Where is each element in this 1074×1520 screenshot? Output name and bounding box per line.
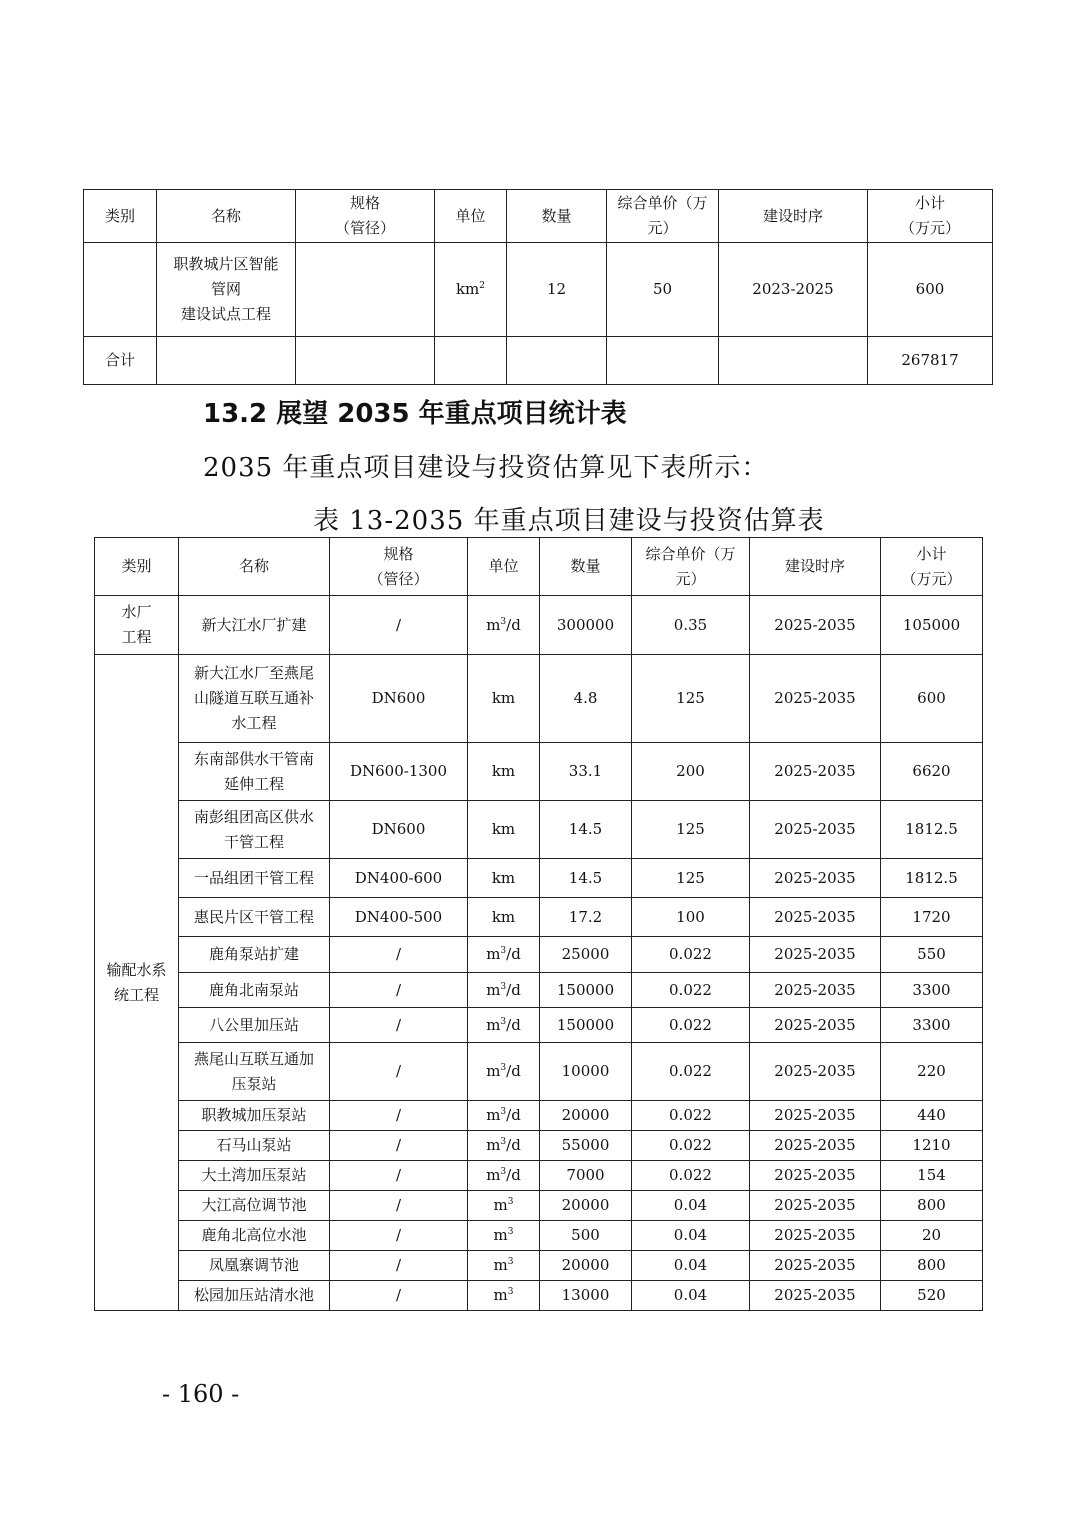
table-row — [95, 937, 983, 973]
cell-unit-price: 0.022 — [632, 1161, 750, 1191]
cell-unit: $m^3/d$ — [468, 937, 540, 973]
cell-quantity: 13000 — [540, 1281, 632, 1311]
cell-schedule: 2025-2035 — [750, 1101, 881, 1131]
header-subtotal: 小计 （万元） — [868, 190, 993, 243]
cell-subtotal: 800 — [881, 1191, 983, 1221]
cell-schedule: 2023-2025 — [719, 243, 868, 337]
cell-name: 燕尾山互联互通加 压泵站 — [179, 1043, 330, 1101]
header-subtotal: 小计 （万元） — [881, 538, 983, 596]
table-row — [95, 1221, 983, 1251]
table-row — [95, 898, 983, 937]
cell-schedule: 2025-2035 — [750, 1221, 881, 1251]
cell-unit: $m^3/d$ — [468, 1043, 540, 1101]
cell-quantity: 150000 — [540, 1008, 632, 1043]
cell-empty — [719, 337, 868, 385]
cell-name: 职教城片区智能 管网 建设试点工程 — [157, 243, 296, 337]
cell-unit-price: 0.04 — [632, 1281, 750, 1311]
cell-spec: / — [330, 1161, 468, 1191]
cell-unit-price: 200 — [632, 743, 750, 801]
cell-unit: $m^3/d$ — [468, 596, 540, 655]
intro-paragraph: 2035 年重点项目建设与投资估算见下表所示： — [203, 453, 769, 483]
cell-subtotal: 3300 — [881, 1008, 983, 1043]
cell-quantity: 33.1 — [540, 743, 632, 801]
cell-schedule: 2025-2035 — [750, 1191, 881, 1221]
cell-unit: km — [468, 801, 540, 859]
cell-spec: / — [330, 1251, 468, 1281]
cell-name: 东南部供水干管南 延伸工程 — [179, 743, 330, 801]
header-category: 类别 — [84, 190, 157, 243]
section-heading: 13.2 展望 2035 年重点项目统计表 — [203, 399, 627, 429]
cell-unit: km — [468, 859, 540, 898]
cell-subtotal: 6620 — [881, 743, 983, 801]
cell-quantity: 300000 — [540, 596, 632, 655]
table-row — [95, 1251, 983, 1281]
cell-schedule: 2025-2035 — [750, 596, 881, 655]
cell-unit-price: 0.022 — [632, 937, 750, 973]
table-header-row — [84, 190, 993, 243]
table-2035-projects — [94, 537, 983, 1311]
table-row — [95, 973, 983, 1008]
table-row — [95, 1131, 983, 1161]
cell-unit-price: 0.04 — [632, 1191, 750, 1221]
header-quantity: 数量 — [507, 190, 607, 243]
header-name: 名称 — [179, 538, 330, 596]
cell-name: 一品组团干管工程 — [179, 859, 330, 898]
cell-spec: / — [330, 1221, 468, 1251]
cell-quantity: 20000 — [540, 1101, 632, 1131]
cell-subtotal: 440 — [881, 1101, 983, 1131]
cell-unit-price: 0.04 — [632, 1221, 750, 1251]
cell-unit: $km^2$ — [435, 243, 507, 337]
cell-name: 新大江水厂至燕尾 山隧道互联互通补 水工程 — [179, 655, 330, 743]
cell-subtotal: 1720 — [881, 898, 983, 937]
cell-subtotal: 154 — [881, 1161, 983, 1191]
cell-name: 石马山泵站 — [179, 1131, 330, 1161]
cell-spec: DN400-500 — [330, 898, 468, 937]
header-unit-price: 综合单价（万 元） — [607, 190, 719, 243]
table-row — [95, 1161, 983, 1191]
table-row — [95, 655, 983, 743]
page-number: - 160 - — [162, 1380, 240, 1408]
cell-name: 大江高位调节池 — [179, 1191, 330, 1221]
cell-name: 鹿角泵站扩建 — [179, 937, 330, 973]
cell-quantity: 12 — [507, 243, 607, 337]
cell-spec: / — [330, 1131, 468, 1161]
table-row — [95, 801, 983, 859]
table-row — [95, 1191, 983, 1221]
cell-quantity: 20000 — [540, 1251, 632, 1281]
cell-unit-price: 50 — [607, 243, 719, 337]
cell-subtotal: 600 — [868, 243, 993, 337]
cell-quantity: 10000 — [540, 1043, 632, 1101]
cell-unit: $m^3$ — [468, 1191, 540, 1221]
cell-schedule: 2025-2035 — [750, 1251, 881, 1281]
table-row — [95, 596, 983, 655]
cell-unit-price: 125 — [632, 655, 750, 743]
cell-unit-price: 0.022 — [632, 1008, 750, 1043]
cell-unit-price: 125 — [632, 801, 750, 859]
cell-name: 鹿角北南泵站 — [179, 973, 330, 1008]
cell-empty — [157, 337, 296, 385]
header-unit-price: 综合单价（万 元） — [632, 538, 750, 596]
cell-quantity: 150000 — [540, 973, 632, 1008]
cell-unit: $m^3/d$ — [468, 1131, 540, 1161]
cell-subtotal: 105000 — [881, 596, 983, 655]
cell-name: 新大江水厂扩建 — [179, 596, 330, 655]
header-quantity: 数量 — [540, 538, 632, 596]
cell-name: 鹿角北高位水池 — [179, 1221, 330, 1251]
header-unit: 单位 — [435, 190, 507, 243]
cell-name: 大土湾加压泵站 — [179, 1161, 330, 1191]
cell-subtotal: 1210 — [881, 1131, 983, 1161]
cell-unit: $m^3$ — [468, 1281, 540, 1311]
cell-quantity: 17.2 — [540, 898, 632, 937]
cell-empty — [607, 337, 719, 385]
cell-quantity: 20000 — [540, 1191, 632, 1221]
header-schedule: 建设时序 — [750, 538, 881, 596]
cell-spec: / — [330, 1281, 468, 1311]
cell-category — [84, 243, 157, 337]
table-caption: 表 13-2035 年重点项目建设与投资估算表 — [313, 506, 825, 536]
cell-schedule: 2025-2035 — [750, 898, 881, 937]
cell-subtotal: 520 — [881, 1281, 983, 1311]
cell-unit-price: 125 — [632, 859, 750, 898]
cell-unit: $m^3/d$ — [468, 973, 540, 1008]
cell-name: 松园加压站清水池 — [179, 1281, 330, 1311]
cell-subtotal: 800 — [881, 1251, 983, 1281]
cell-unit-price: 0.35 — [632, 596, 750, 655]
table-row — [95, 1281, 983, 1311]
table-row — [95, 743, 983, 801]
cell-spec: DN600 — [330, 655, 468, 743]
cell-quantity: 55000 — [540, 1131, 632, 1161]
cell-empty — [296, 337, 435, 385]
cell-unit-price: 0.022 — [632, 1101, 750, 1131]
cell-name: 职教城加压泵站 — [179, 1101, 330, 1131]
cell-subtotal: 220 — [881, 1043, 983, 1101]
cell-schedule: 2025-2035 — [750, 1043, 881, 1101]
cell-spec: / — [330, 937, 468, 973]
cell-subtotal: 1812.5 — [881, 801, 983, 859]
cell-schedule: 2025-2035 — [750, 1161, 881, 1191]
cell-total-label: 合计 — [84, 337, 157, 385]
header-unit: 单位 — [468, 538, 540, 596]
cell-quantity: 4.8 — [540, 655, 632, 743]
cell-spec: / — [330, 1191, 468, 1221]
header-spec: 规格 （管径） — [330, 538, 468, 596]
cell-schedule: 2025-2035 — [750, 937, 881, 973]
cell-schedule: 2025-2035 — [750, 801, 881, 859]
cell-unit: $m^3/d$ — [468, 1101, 540, 1131]
cell-quantity: 14.5 — [540, 801, 632, 859]
cell-quantity: 14.5 — [540, 859, 632, 898]
table-header-row — [95, 538, 983, 596]
table-row — [95, 859, 983, 898]
cell-empty — [507, 337, 607, 385]
header-spec: 规格 （管径） — [296, 190, 435, 243]
cell-subtotal: 1812.5 — [881, 859, 983, 898]
cell-name: 八公里加压站 — [179, 1008, 330, 1043]
header-category: 类别 — [95, 538, 179, 596]
cell-spec: / — [330, 1101, 468, 1131]
cell-name: 凤凰寨调节池 — [179, 1251, 330, 1281]
cell-spec: DN600-1300 — [330, 743, 468, 801]
cell-unit: $m^3/d$ — [468, 1161, 540, 1191]
cell-spec: / — [330, 1008, 468, 1043]
cell-schedule: 2025-2035 — [750, 1131, 881, 1161]
cell-schedule: 2025-2035 — [750, 1281, 881, 1311]
table-continued — [83, 189, 993, 385]
cell-subtotal: 550 — [881, 937, 983, 973]
cell-total-value: 267817 — [868, 337, 993, 385]
cell-spec: DN400-600 — [330, 859, 468, 898]
table-row — [95, 1101, 983, 1131]
cell-schedule: 2025-2035 — [750, 973, 881, 1008]
cell-quantity: 7000 — [540, 1161, 632, 1191]
table-row — [95, 1043, 983, 1101]
cell-subtotal: 600 — [881, 655, 983, 743]
cell-subtotal: 3300 — [881, 973, 983, 1008]
cell-empty — [435, 337, 507, 385]
cell-unit-price: 0.04 — [632, 1251, 750, 1281]
cell-subtotal: 20 — [881, 1221, 983, 1251]
cell-unit: $m^3$ — [468, 1251, 540, 1281]
cell-unit: $m^3/d$ — [468, 1008, 540, 1043]
cell-unit-price: 100 — [632, 898, 750, 937]
cell-quantity: 500 — [540, 1221, 632, 1251]
table-row — [84, 243, 993, 337]
cell-unit: km — [468, 898, 540, 937]
cell-category: 水厂 工程 — [95, 596, 179, 655]
header-name: 名称 — [157, 190, 296, 243]
cell-unit: km — [468, 655, 540, 743]
cell-spec: / — [330, 973, 468, 1008]
cell-spec: / — [330, 596, 468, 655]
cell-unit: km — [468, 743, 540, 801]
cell-schedule: 2025-2035 — [750, 743, 881, 801]
cell-schedule: 2025-2035 — [750, 1008, 881, 1043]
cell-unit-price: 0.022 — [632, 973, 750, 1008]
cell-unit: $m^3$ — [468, 1221, 540, 1251]
table-row — [95, 1008, 983, 1043]
header-schedule: 建设时序 — [719, 190, 868, 243]
cell-unit-price: 0.022 — [632, 1043, 750, 1101]
cell-quantity: 25000 — [540, 937, 632, 973]
cell-unit-price: 0.022 — [632, 1131, 750, 1161]
cell-schedule: 2025-2035 — [750, 859, 881, 898]
cell-schedule: 2025-2035 — [750, 655, 881, 743]
cell-name: 惠民片区干管工程 — [179, 898, 330, 937]
cell-name: 南彭组团高区供水 干管工程 — [179, 801, 330, 859]
table-total-row — [84, 337, 993, 385]
cell-category: 输配水系 统工程 — [95, 655, 179, 1311]
table-body — [95, 596, 983, 1311]
cell-spec — [296, 243, 435, 337]
cell-spec: / — [330, 1043, 468, 1101]
cell-spec: DN600 — [330, 801, 468, 859]
